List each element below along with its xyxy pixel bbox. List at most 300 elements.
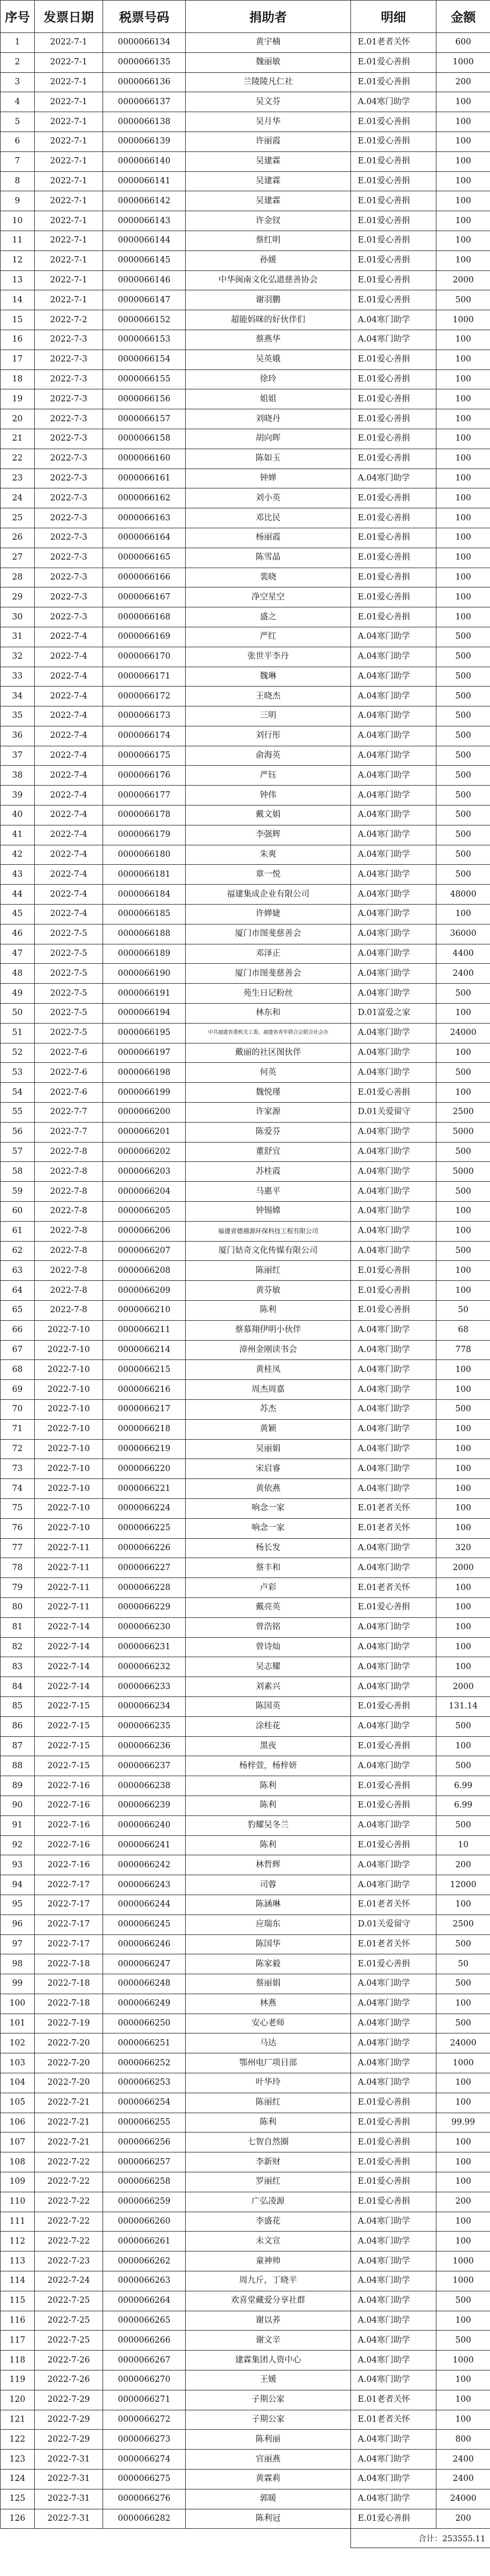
cell-detail: D.01关爱留守 [351,1103,436,1123]
cell-receipt: 0000066218 [103,1419,186,1439]
cell-amount: 500 [436,706,490,726]
cell-seq: 116 [1,2311,35,2331]
cell-date: 2022-7-22 [35,2172,103,2192]
cell-seq: 42 [1,845,35,865]
cell-receipt: 0000066142 [103,191,186,211]
cell-amount: 100 [436,1459,490,1479]
cell-detail: A.04寒门助学 [351,1162,436,1182]
cell-detail: A.04寒门助学 [351,2053,436,2073]
cell-amount: 6.99 [436,1776,490,1796]
cell-donor: 谢以荞 [186,2311,351,2331]
cell-receipt: 0000066199 [103,1083,186,1103]
cell-date: 2022-7-31 [35,2450,103,2470]
table-row [1,865,490,885]
cell-seq: 13 [1,270,35,290]
table-row [1,2232,490,2252]
cell-date: 2022-7-10 [35,1479,103,1499]
cell-donor: 曾浩铭 [186,1617,351,1637]
table-row [1,1736,490,1756]
table-row [1,1796,490,1815]
cell-detail: A.04寒门助学 [351,1855,436,1875]
table-row [1,1558,490,1578]
cell-donor: 响念一家 [186,1518,351,1538]
cell-amount: 100 [436,151,490,171]
table-row [1,1281,490,1301]
cell-detail: A.04寒门助学 [351,984,436,1004]
cell-detail: A.04寒门助学 [351,905,436,925]
cell-seq: 114 [1,2271,35,2291]
cell-seq: 57 [1,1142,35,1162]
cell-receipt: 0000066234 [103,1696,186,1716]
cell-date: 2022-7-6 [35,1083,103,1103]
cell-donor: 黄桂凤 [186,1360,351,1380]
table-row [1,528,490,548]
cell-amount: 100 [436,1518,490,1538]
cell-detail: A.04寒门助学 [351,1558,436,1578]
table-row [1,508,490,528]
cell-seq: 22 [1,449,35,469]
table-row [1,469,490,488]
cell-date: 2022-7-24 [35,2271,103,2291]
cell-detail: A.04寒门助学 [351,706,436,726]
cell-detail: E.01爱心善捐 [351,1835,436,1855]
cell-receipt: 0000066225 [103,1518,186,1538]
table-row [1,845,490,865]
cell-donor: 许丽霞 [186,132,351,151]
cell-detail: E.01爱心善捐 [351,508,436,528]
cell-receipt: 0000066235 [103,1716,186,1736]
cell-amount: 500 [436,1182,490,1202]
cell-amount: 99.99 [436,2113,490,2133]
cell-donor: 徐玲 [186,369,351,389]
header-donor: 捐助者 [186,1,351,33]
cell-date: 2022-7-14 [35,1677,103,1697]
cell-date: 2022-7-8 [35,1281,103,1301]
cell-seq: 71 [1,1419,35,1439]
cell-detail: A.04寒门助学 [351,2014,436,2033]
cell-donor: 陈利丽 [186,2430,351,2450]
table-row [1,786,490,806]
cell-amount: 100 [436,449,490,469]
cell-amount: 778 [436,1340,490,1360]
cell-amount: 100 [436,2390,490,2410]
cell-seq: 52 [1,1043,35,1063]
cell-amount: 100 [436,1895,490,1914]
cell-amount: 100 [436,2232,490,2252]
cell-seq: 101 [1,2014,35,2033]
cell-detail: E.01爱心善捐 [351,488,436,508]
cell-detail: E.01爱心善捐 [351,1796,436,1815]
cell-seq: 68 [1,1360,35,1380]
cell-amount: 500 [436,726,490,746]
table-row [1,2271,490,2291]
cell-seq: 17 [1,350,35,369]
cell-amount: 2500 [436,1914,490,1934]
cell-seq: 16 [1,330,35,350]
cell-date: 2022-7-3 [35,587,103,607]
cell-receipt: 0000066164 [103,528,186,548]
cell-date: 2022-7-1 [35,231,103,250]
cell-seq: 35 [1,706,35,726]
cell-receipt: 0000066198 [103,1063,186,1083]
table-row [1,2212,490,2232]
cell-receipt: 0000066255 [103,2113,186,2133]
cell-donor: 蔡丽娟 [186,1974,351,1994]
cell-detail: A.04寒门助学 [351,1202,436,1222]
cell-detail: A.04寒门助学 [351,825,436,845]
cell-seq: 99 [1,1974,35,1994]
cell-seq: 27 [1,548,35,568]
cell-seq: 66 [1,1320,35,1340]
cell-detail: E.01爱心善捐 [351,1281,436,1301]
cell-amount: 100 [436,2370,490,2390]
table-row [1,2311,490,2331]
cell-detail: A.04寒门助学 [351,627,436,647]
cell-seq: 3 [1,72,35,92]
cell-seq: 65 [1,1301,35,1321]
cell-amount: 500 [436,1974,490,1994]
cell-date: 2022-7-17 [35,1875,103,1895]
cell-donor: 何英 [186,1063,351,1083]
cell-seq: 82 [1,1637,35,1657]
cell-date: 2022-7-14 [35,1617,103,1637]
cell-receipt: 0000066214 [103,1340,186,1360]
cell-receipt: 0000066282 [103,2509,186,2529]
cell-date: 2022-7-22 [35,2232,103,2252]
cell-donor: 魏琳 [186,667,351,687]
cell-date: 2022-7-8 [35,1301,103,1321]
cell-date: 2022-7-1 [35,132,103,151]
cell-amount: 100 [436,1736,490,1756]
cell-detail: D.01富爱之家 [351,1004,436,1024]
cell-donor: 魏悦瑾 [186,1083,351,1103]
table-row [1,1380,490,1400]
cell-amount: 5000 [436,1122,490,1142]
cell-detail: E.01爱心善捐 [351,2113,436,2133]
cell-donor: 陈雪晶 [186,548,351,568]
cell-receipt: 0000066167 [103,587,186,607]
cell-receipt: 0000066262 [103,2252,186,2271]
cell-receipt: 0000066260 [103,2212,186,2232]
cell-date: 2022-7-10 [35,1340,103,1360]
cell-receipt: 0000066236 [103,1736,186,1756]
table-row [1,1340,490,1360]
cell-seq: 90 [1,1796,35,1815]
cell-receipt: 0000066177 [103,786,186,806]
cell-date: 2022-7-5 [35,924,103,944]
cell-donor: 吴文芬 [186,92,351,112]
cell-amount: 500 [436,746,490,766]
table-row [1,568,490,587]
cell-seq: 46 [1,924,35,944]
cell-donor: 福建省德禧源环保科技工程有限公司 [186,1221,351,1241]
table-row [1,1103,490,1123]
cell-receipt: 0000066189 [103,944,186,964]
cell-receipt: 0000066227 [103,1558,186,1578]
cell-amount: 24000 [436,2489,490,2509]
cell-receipt: 0000066275 [103,2470,186,2489]
cell-amount: 100 [436,548,490,568]
cell-amount: 48000 [436,885,490,905]
cell-seq: 115 [1,2291,35,2311]
cell-detail: E.01爱心善捐 [351,1954,436,1974]
cell-donor: 宋启睿 [186,1459,351,1479]
cell-amount: 2400 [436,2470,490,2489]
cell-amount: 100 [436,1380,490,1400]
cell-receipt: 0000066202 [103,1142,186,1162]
table-row [1,488,490,508]
table-row [1,885,490,905]
cell-seq: 25 [1,508,35,528]
cell-seq: 112 [1,2232,35,2252]
cell-amount: 500 [436,647,490,667]
cell-amount: 320 [436,1538,490,1558]
cell-date: 2022-7-4 [35,766,103,786]
table-row [1,1043,490,1063]
cell-receipt: 0000066197 [103,1043,186,1063]
cell-seq: 32 [1,647,35,667]
cell-seq: 105 [1,2093,35,2113]
cell-receipt: 0000066208 [103,1261,186,1281]
cell-date: 2022-7-21 [35,2133,103,2152]
table-row [1,1399,490,1419]
table-row [1,1875,490,1895]
cell-receipt: 0000066139 [103,132,186,151]
table-row [1,2133,490,2152]
cell-date: 2022-7-1 [35,112,103,132]
cell-seq: 55 [1,1103,35,1123]
cell-date: 2022-7-8 [35,1142,103,1162]
cell-detail: E.01爱心善捐 [351,171,436,191]
cell-donor: 戴丽的社区图伙伴 [186,1043,351,1063]
cell-detail: E.01爱心善捐 [351,429,436,449]
cell-donor: 章一悦 [186,865,351,885]
cell-donor: 陈家毅 [186,1954,351,1974]
cell-date: 2022-7-5 [35,1023,103,1043]
cell-date: 2022-7-1 [35,72,103,92]
cell-amount: 100 [436,587,490,607]
table-row [1,1261,490,1281]
cell-date: 2022-7-3 [35,548,103,568]
cell-amount: 100 [436,1479,490,1499]
cell-detail: A.04寒门助学 [351,1122,436,1142]
cell-date: 2022-7-8 [35,1162,103,1182]
cell-seq: 93 [1,1855,35,1875]
cell-detail: A.04寒门助学 [351,2232,436,2252]
table-row [1,1162,490,1182]
cell-detail: E.01爱心善捐 [351,52,436,72]
cell-seq: 47 [1,944,35,964]
cell-date: 2022-7-11 [35,1578,103,1598]
cell-amount: 2000 [436,1558,490,1578]
table-row [1,112,490,132]
cell-donor: 李强辉 [186,825,351,845]
cell-date: 2022-7-1 [35,171,103,191]
cell-seq: 33 [1,667,35,687]
cell-date: 2022-7-22 [35,2152,103,2172]
cell-date: 2022-7-4 [35,825,103,845]
cell-detail: E.01爱心善捐 [351,1083,436,1103]
cell-receipt: 0000066154 [103,350,186,369]
cell-date: 2022-7-7 [35,1122,103,1142]
cell-receipt: 0000066173 [103,706,186,726]
cell-detail: E.01爱心善捐 [351,2133,436,2152]
cell-date: 2022-7-4 [35,726,103,746]
cell-seq: 79 [1,1578,35,1598]
cell-donor: 吴建霖 [186,151,351,171]
table-row [1,1004,490,1024]
cell-detail: E.01爱心善捐 [351,2192,436,2212]
cell-seq: 78 [1,1558,35,1578]
cell-seq: 60 [1,1202,35,1222]
cell-detail: E.01爱心善捐 [351,607,436,627]
cell-seq: 120 [1,2390,35,2410]
cell-detail: E.01老者关怀 [351,1578,436,1598]
cell-detail: A.04寒门助学 [351,1142,436,1162]
cell-seq: 102 [1,2033,35,2053]
cell-date: 2022-7-1 [35,52,103,72]
cell-date: 2022-7-4 [35,706,103,726]
cell-detail: A.04寒门助学 [351,1380,436,1400]
cell-receipt: 0000066216 [103,1380,186,1400]
cell-donor: 福建集成企业有限公司 [186,885,351,905]
cell-amount: 100 [436,905,490,925]
cell-receipt: 0000066178 [103,806,186,825]
total-label: 合计： [418,2534,443,2544]
cell-detail: A.04寒门助学 [351,1617,436,1637]
cell-donor: 张世平李丹 [186,647,351,667]
table-row [1,2430,490,2450]
cell-detail: A.04寒门助学 [351,786,436,806]
cell-amount: 4400 [436,944,490,964]
cell-amount: 500 [436,667,490,687]
cell-detail: A.04寒门助学 [351,1974,436,1994]
table-row [1,2509,490,2529]
cell-date: 2022-7-4 [35,806,103,825]
cell-donor: 林哲辉 [186,1855,351,1875]
cell-date: 2022-7-1 [35,270,103,290]
cell-detail: A.04寒门助学 [351,1716,436,1736]
table-row [1,1756,490,1776]
table-row [1,1914,490,1934]
table-row [1,92,490,112]
table-row [1,2073,490,2093]
cell-donor: 马惠平 [186,1182,351,1202]
table-row [1,964,490,984]
cell-seq: 59 [1,1182,35,1202]
cell-seq: 7 [1,151,35,171]
cell-date: 2022-7-31 [35,2489,103,2509]
cell-amount: 2400 [436,2450,490,2470]
cell-receipt: 0000066250 [103,2014,186,2033]
cell-receipt: 0000066253 [103,2073,186,2093]
cell-date: 2022-7-29 [35,2410,103,2430]
cell-amount: 500 [436,627,490,647]
cell-receipt: 0000066242 [103,1855,186,1875]
cell-date: 2022-7-2 [35,310,103,330]
cell-donor: 陈如玉 [186,449,351,469]
cell-date: 2022-7-16 [35,1776,103,1796]
cell-amount: 500 [436,825,490,845]
cell-receipt: 0000066230 [103,1617,186,1637]
cell-amount: 2400 [436,964,490,984]
cell-seq: 49 [1,984,35,1004]
cell-receipt: 0000066224 [103,1498,186,1518]
table-row [1,548,490,568]
cell-detail: A.04寒门助学 [351,1043,436,1063]
table-row [1,1221,490,1241]
cell-donor: 杨丽霞 [186,528,351,548]
cell-amount: 100 [436,488,490,508]
table-row [1,1142,490,1162]
cell-amount: 100 [436,369,490,389]
cell-donor: 安心老师 [186,2014,351,2033]
cell-date: 2022-7-3 [35,350,103,369]
table-row [1,191,490,211]
cell-detail: A.04寒门助学 [351,2351,436,2370]
cell-amount: 100 [436,469,490,488]
cell-receipt: 0000066272 [103,2410,186,2430]
cell-receipt: 0000066254 [103,2093,186,2113]
cell-donor: 刘素兴 [186,1677,351,1697]
cell-amount: 500 [436,786,490,806]
cell-donor: 胡向晖 [186,429,351,449]
cell-seq: 96 [1,1914,35,1934]
header-amount: 金额 [436,1,490,33]
cell-receipt: 0000066161 [103,469,186,488]
cell-detail: E.01爱心善捐 [351,350,436,369]
table-row [1,1063,490,1083]
cell-receipt: 0000066176 [103,766,186,786]
cell-date: 2022-7-5 [35,964,103,984]
cell-seq: 69 [1,1380,35,1400]
cell-date: 2022-7-17 [35,1895,103,1914]
cell-detail: A.04寒门助学 [351,766,436,786]
cell-receipt: 0000066184 [103,885,186,905]
cell-date: 2022-7-18 [35,1954,103,1974]
cell-amount: 100 [436,1617,490,1637]
table-row [1,409,490,429]
cell-receipt: 0000066248 [103,1974,186,1994]
cell-amount: 24000 [436,1023,490,1043]
header-row [1,1,490,33]
table-row [1,587,490,607]
cell-seq: 118 [1,2351,35,2370]
cell-donor: 中共福建省委机关工委，福建省青年联合会联合社会办 [186,1023,351,1043]
cell-detail: E.01爱心善捐 [351,449,436,469]
table-row [1,2152,490,2172]
cell-seq: 8 [1,171,35,191]
cell-amount: 200 [436,2509,490,2529]
header-date: 发票日期 [35,1,103,33]
cell-receipt: 0000066158 [103,429,186,449]
table-row [1,1855,490,1875]
cell-amount: 100 [436,171,490,191]
cell-receipt: 0000066166 [103,568,186,587]
cell-amount: 50 [436,1954,490,1974]
cell-donor: 黄宇楠 [186,33,351,53]
cell-detail: E.01爱心善捐 [351,132,436,151]
cell-donor: 李新财 [186,2152,351,2172]
cell-seq: 5 [1,112,35,132]
cell-donor: 吴英娥 [186,350,351,369]
cell-detail: E.01爱心善捐 [351,369,436,389]
cell-date: 2022-7-3 [35,409,103,429]
cell-receipt: 0000066263 [103,2271,186,2291]
cell-amount: 100 [436,92,490,112]
cell-date: 2022-7-3 [35,449,103,469]
cell-seq: 50 [1,1004,35,1024]
